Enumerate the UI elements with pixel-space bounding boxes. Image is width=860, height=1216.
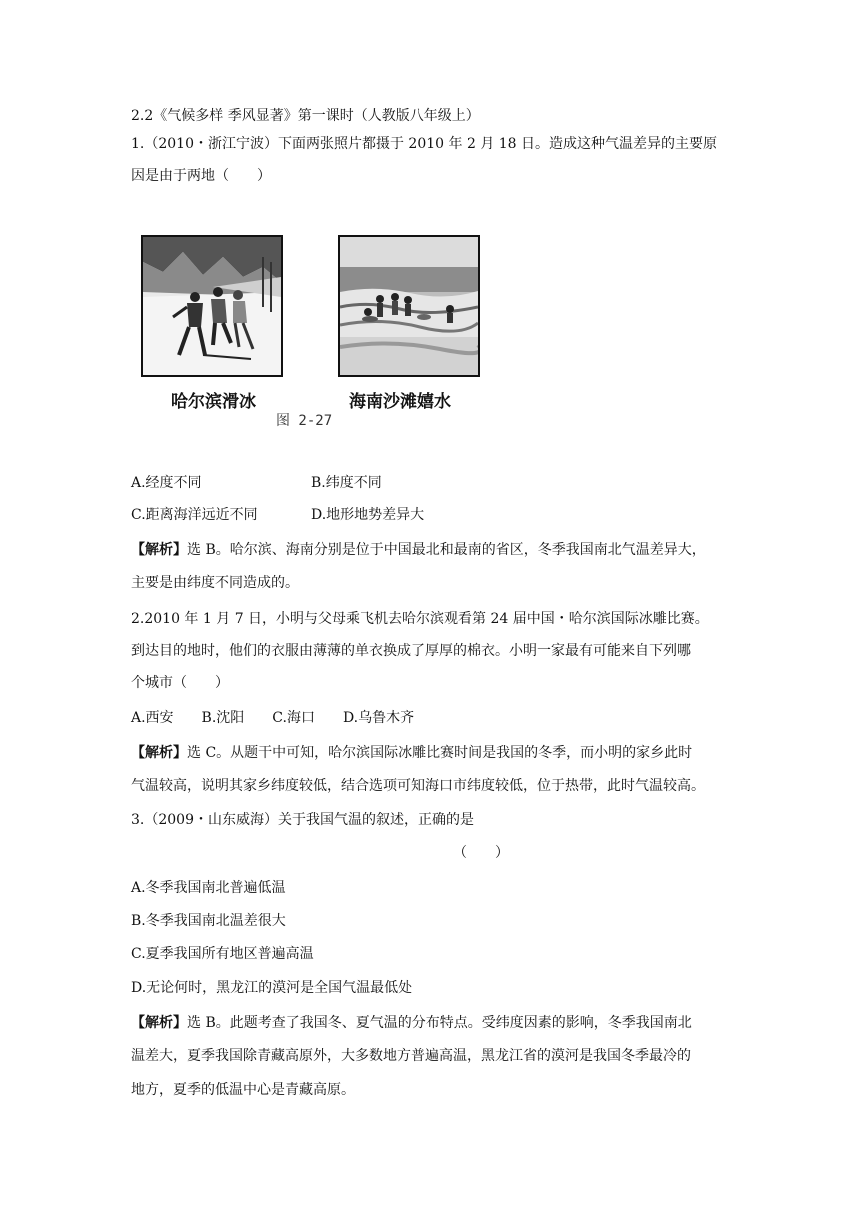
harbin-skating-photo [141,235,283,377]
q2-analysis-line1 [131,743,692,763]
harbin-skating-image [143,237,281,375]
q3-option-c: C.夏季我国所有地区普遍高温 [131,946,314,962]
q3-stem-bracket: （ ） [453,845,509,861]
q1-stem-line1: 1.（2010・浙江宁波）下面两张照片都摄于 2010 年 2 月 18 日。造成这种气温差异的主要原 [131,136,718,152]
q1-analysis-text: 选 B。哈尔滨、海南分别是位于中国最北和最南的省区，冬季我国南北气温差异大， [187,542,706,558]
figure-photos [131,230,491,430]
left-photo-caption: 哈尔滨滑冰 [171,392,256,412]
q3-stem-line1: 3.（2009・山东威海）关于我国气温的叙述，正确的是 [131,812,474,828]
q3-analysis-text: 选 B。此题考查了我国冬、夏气温的分布特点。受纬度因素的影响，冬季我国南北 [187,1015,692,1031]
q3-analysis-line3: 地方，夏季的低温中心是青藏高原。 [131,1082,355,1098]
q3-analysis-label: 【解析】 [131,1015,187,1031]
q2-stem-line2: 到达目的地时，他们的衣服由薄薄的单衣换成了厚厚的棉衣。小明一家最有可能来自下列哪 [131,643,691,659]
q2-options: A.西安 B.沈阳 C.海口 D.乌鲁木齐 [131,710,415,726]
q2-analysis-line2: 气温较高，说明其家乡纬度较低，结合选项可知海口市纬度较低，位于热带，此时气温较高。 [131,778,705,794]
q3-analysis-line1 [131,1013,692,1033]
hainan-beach-image [340,237,478,375]
q1-option-a: A.经度不同 [131,475,202,491]
q1-option-b: B.纬度不同 [311,475,382,491]
q3-option-d: D.无论何时，黑龙江的漠河是全国气温最低处 [131,980,413,996]
figure-number: 图 2-27 [276,413,333,429]
q1-stem-line2: 因是由于两地（ ） [131,168,271,184]
q1-option-c: C.距离海洋远近不同 [131,507,258,523]
q3-analysis-line2: 温差大，夏季我国除青藏高原外，大多数地方普遍高温，黑龙江省的漠河是我国冬季最冷的 [131,1048,691,1064]
q1-analysis-line1 [131,540,706,560]
document-title: 2.2《气候多样 季风显著》第一课时（人教版八年级上） [131,108,480,124]
right-photo-caption: 海南沙滩嬉水 [349,392,451,412]
q1-option-d: D.地形地势差异大 [311,507,425,523]
q1-analysis-line2: 主要是由纬度不同造成的。 [131,575,299,591]
q2-stem-line3: 个城市（ ） [131,675,229,691]
q2-stem-line1: 2.2010 年 1 月 7 日，小明与父母乘飞机去哈尔滨观看第 24 届中国・哈尔滨国际冰雕比赛。 [131,611,709,627]
hainan-beach-photo [338,235,480,377]
q3-option-b: B.冬季我国南北温差很大 [131,913,286,929]
q2-analysis-label: 【解析】 [131,745,187,761]
q1-analysis-label: 【解析】 [131,542,187,558]
q2-analysis-text: 选 C。从题干中可知，哈尔滨国际冰雕比赛时间是我国的冬季，而小明的家乡此时 [187,745,693,761]
q3-option-a: A.冬季我国南北普遍低温 [131,880,286,896]
